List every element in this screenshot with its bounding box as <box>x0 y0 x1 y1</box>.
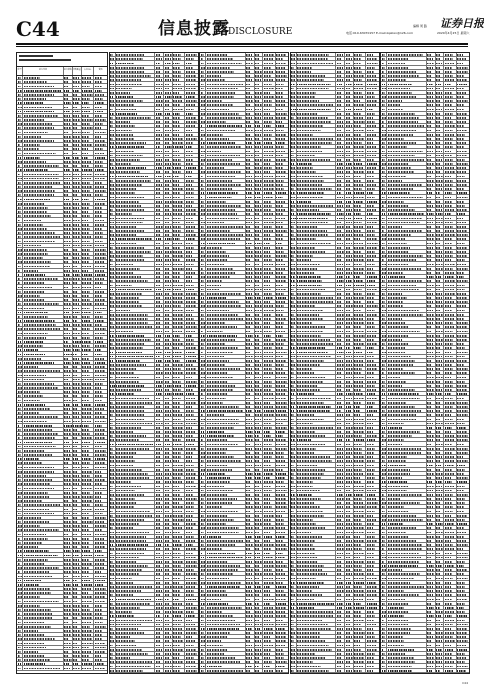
header-rule-thick <box>16 43 468 45</box>
table-column-1 <box>16 52 108 674</box>
table-header-row <box>17 67 107 76</box>
table-header-cell: 持股数量 <box>73 67 82 75</box>
header-rule-thin <box>16 46 468 47</box>
issue-date: 2020年4月25日 星期六 <box>437 31 470 35</box>
table-column-5 <box>380 52 470 674</box>
table-row <box>381 669 469 673</box>
table-row <box>110 669 198 673</box>
table-row <box>17 666 107 670</box>
table-column-3 <box>199 52 289 674</box>
masthead <box>16 17 484 42</box>
page-footer-note: C44 <box>462 681 468 685</box>
page-number: C44 <box>16 17 60 41</box>
editor-credit: 编辑 周 路 <box>413 24 427 28</box>
table-column-4 <box>290 52 380 674</box>
table-row <box>291 669 379 673</box>
table-header-cell: 证券简称 <box>64 67 73 75</box>
table-row <box>200 669 288 673</box>
table-caption <box>17 53 107 67</box>
table-header-cell: 占比(%) <box>82 67 95 75</box>
table-header-cell: 证券代码 <box>23 67 64 75</box>
table-header-cell: 序号 <box>17 67 23 75</box>
contact-info: 电话:010-63070157 E-mail:zqsbxx@126.com <box>346 31 414 35</box>
table-column-2 <box>109 52 199 674</box>
section-title-english: DISCLOSURE <box>228 27 293 37</box>
table-header-cell: 变动 <box>98 69 103 71</box>
newspaper-logo: 证券日报 <box>440 17 484 30</box>
disclosure-tables <box>16 52 468 674</box>
section-title: 信息披露 <box>158 19 230 39</box>
